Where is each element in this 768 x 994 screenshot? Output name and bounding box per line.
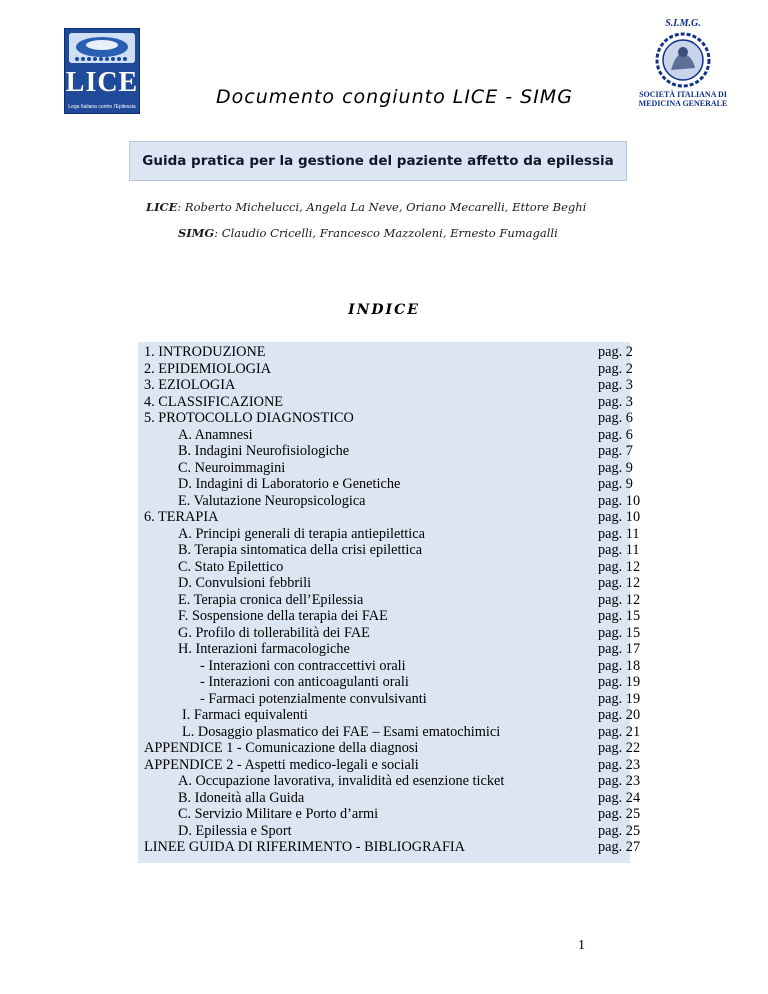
toc-entry-label: E. Valutazione Neuropsicologica (178, 492, 366, 509)
toc-list (144, 344, 641, 856)
toc-entry-label: - Farmaci potenzialmente convulsivanti (200, 690, 427, 707)
simg-logo-name: SOCIETÀ ITALIANA DI MEDICINA GENERALE (638, 90, 728, 108)
toc-entry-label: 2. EPIDEMIOLOGIA (144, 360, 272, 377)
authors-lice-label: LICE (146, 200, 178, 214)
lice-logo-graphic-icon (69, 33, 135, 63)
toc-entry-label: A. Occupazione lavorativa, invalidità ed esenzione ticket (178, 773, 505, 789)
toc-entry-page: pag. 21 (598, 723, 641, 740)
table-of-contents (138, 342, 641, 863)
toc-entry-page: pag. 9 (598, 459, 633, 476)
toc-entry-label: A. Principi generali di terapia antiepilettica (178, 525, 425, 542)
toc-entry (144, 443, 633, 460)
toc-entry-page: pag. 25 (598, 806, 641, 822)
toc-entry-page: pag. 15 (598, 624, 641, 641)
toc-entry (144, 591, 641, 609)
toc-entry-label: A. Anamnesi (178, 426, 253, 443)
toc-entry-page: pag. 15 (598, 608, 641, 624)
toc-entry (144, 707, 641, 724)
document-title: Documento congiunto LICE - SIMG (216, 86, 573, 108)
simg-logo-abbr: S.I.M.G. (665, 18, 701, 29)
toc-entry (144, 476, 633, 493)
authors-lice (146, 200, 586, 214)
authors-simg-names: : Claudio Cricelli, Francesco Mazzoleni, Ernesto Fumagalli (214, 226, 558, 240)
toc-entry-label: - Interazioni con contraccettivi orali (200, 657, 406, 674)
toc-entry (144, 525, 640, 543)
toc-entry-page: pag. 3 (598, 377, 633, 393)
toc-entry-page: pag. 12 (598, 558, 641, 575)
authors-lice-names: : Roberto Michelucci, Angela La Neve, Oriano Mecarelli, Ettore Beghi (177, 200, 587, 214)
toc-entry-page: pag. 24 (598, 789, 641, 806)
page-number: 1 (578, 938, 585, 953)
toc-entry-label: LINEE GUIDA DI RIFERIMENTO - BIBLIOGRAFIA (144, 839, 465, 855)
index-heading: INDICE (348, 302, 420, 318)
toc-entry-page: pag. 12 (598, 575, 641, 591)
toc-entry-label: B. Idoneità alla Guida (178, 789, 305, 806)
toc-entry-page: pag. 19 (598, 674, 641, 690)
toc-entry-label: B. Terapia sintomatica della crisi epilettica (178, 542, 423, 558)
authors-simg-label: SIMG (178, 226, 215, 240)
toc-entry (144, 575, 641, 592)
toc-entry (144, 344, 633, 361)
toc-entry-page: pag. 25 (598, 822, 641, 839)
lice-logo (64, 28, 140, 114)
toc-entry-label: F. Sospensione della terapia dei FAE (178, 608, 388, 624)
toc-entry (144, 674, 641, 691)
toc-entry (144, 410, 633, 427)
toc-entry-page: pag. 2 (598, 344, 633, 360)
toc-entry (144, 690, 641, 708)
toc-entry (144, 723, 641, 741)
toc-entry-page: pag. 7 (598, 443, 633, 459)
toc-entry-label: 3. EZIOLOGIA (144, 377, 236, 393)
toc-entry-label: L. Dosaggio plasmatico dei FAE – Esami ematochimici (182, 723, 501, 740)
toc-entry-page: pag. 17 (598, 641, 641, 657)
toc-entry-label: C. Neuroimmagini (178, 459, 286, 476)
toc-entry (144, 608, 641, 625)
toc-entry-page: pag. 19 (598, 690, 641, 707)
toc-entry (144, 806, 641, 823)
toc-entry-label: B. Indagini Neurofisiologiche (178, 443, 350, 459)
toc-entry-page: pag. 10 (598, 509, 641, 525)
toc-entry-label: 5. PROTOCOLLO DIAGNOSTICO (144, 410, 354, 426)
authors-simg (178, 226, 558, 240)
toc-entry (144, 509, 641, 526)
toc-entry-page: pag. 11 (598, 525, 640, 542)
toc-entry-page: pag. 27 (598, 839, 641, 855)
toc-entry (144, 822, 641, 840)
toc-entry-label: D. Epilessia e Sport (178, 822, 292, 839)
toc-entry (144, 756, 641, 774)
toc-entry-label: I. Farmaci equivalenti (182, 707, 308, 723)
toc-entry-page: pag. 23 (598, 773, 641, 789)
toc-entry (144, 641, 641, 658)
toc-entry-label: - Interazioni con anticoagulanti orali (200, 674, 409, 690)
toc-entry-page: pag. 9 (598, 476, 633, 492)
toc-entry-label: D. Convulsioni febbrili (178, 575, 312, 591)
toc-entry-label: C. Stato Epilettico (178, 558, 284, 575)
toc-entry-label: APPENDICE 2 - Aspetti medico-legali e sociali (144, 756, 419, 773)
simg-seal-icon (655, 32, 711, 88)
lice-logo-word: LICE (65, 67, 139, 98)
guide-title: Guida pratica per la gestione del paziente affetto da epilessia (142, 153, 614, 169)
guide-title-box (129, 141, 627, 181)
toc-entry (144, 789, 641, 807)
toc-entry-label: 4. CLASSIFICAZIONE (144, 393, 284, 410)
toc-entry-page: pag. 18 (598, 657, 641, 674)
toc-entry (144, 558, 641, 576)
toc-entry-page: pag. 22 (598, 740, 641, 756)
toc-entry (144, 393, 633, 411)
toc-entry (144, 459, 633, 477)
toc-entry (144, 426, 633, 444)
toc-entry (144, 839, 641, 856)
toc-entry (144, 360, 633, 378)
toc-entry-page: pag. 6 (598, 426, 633, 443)
toc-entry-page: pag. 12 (598, 591, 641, 608)
toc-entry-label: 1. INTRODUZIONE (144, 344, 266, 360)
toc-entry-page: pag. 10 (598, 492, 641, 509)
toc-entry-label: E. Terapia cronica dell’Epilessia (178, 591, 364, 608)
toc-entry (144, 773, 641, 790)
lice-logo-crowd-icon (69, 33, 135, 63)
toc-entry-label: H. Interazioni farmacologiche (178, 641, 350, 657)
toc-entry-label: 6. TERAPIA (144, 509, 219, 525)
lice-logo-tagline: Lega Italiana contro l'Epilessia (68, 104, 136, 110)
simg-logo (638, 18, 728, 118)
toc-entry-label: D. Indagini di Laboratorio e Genetiche (178, 476, 401, 492)
toc-entry-page: pag. 11 (598, 542, 640, 558)
toc-entry-page: pag. 6 (598, 410, 633, 426)
toc-entry-page: pag. 2 (598, 360, 633, 377)
toc-entry (144, 377, 633, 394)
toc-entry-page: pag. 23 (598, 756, 641, 773)
toc-entry (144, 492, 641, 510)
toc-entry (144, 657, 641, 675)
toc-entry (144, 740, 641, 757)
toc-entry-page: pag. 3 (598, 393, 633, 410)
toc-entry-label: C. Servizio Militare e Porto d’armi (178, 806, 379, 822)
toc-entry-label: APPENDICE 1 - Comunicazione della diagnosi (144, 740, 419, 756)
toc-entry-page: pag. 20 (598, 707, 641, 723)
toc-entry (144, 624, 641, 642)
toc-entry-label: G. Profilo di tollerabilità dei FAE (178, 624, 370, 641)
toc-entry (144, 542, 640, 559)
